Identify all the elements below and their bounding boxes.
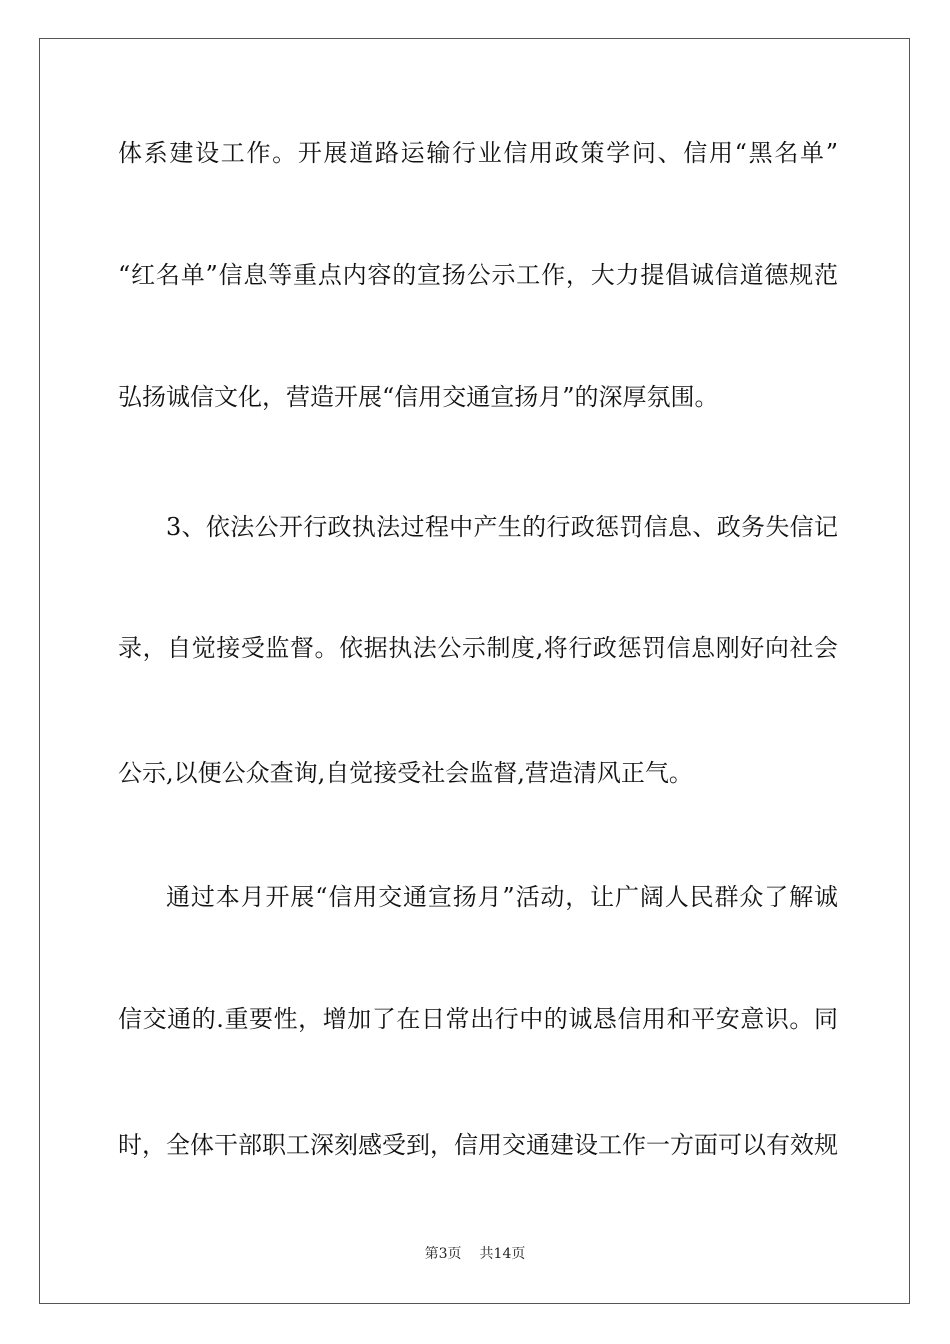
page-border — [39, 38, 910, 1304]
page-footer — [0, 1244, 950, 1264]
paragraph-line: 录，自觉接受监督。依据执法公示制度,将行政惩罚信息刚好向社会 — [118, 634, 838, 662]
paragraph-line: 公示,以便公众查询,自觉接受社会监督,营造清风正气。 — [118, 759, 693, 787]
paragraph-line: 体系建设工作。开展道路运输行业信用政策学问、信用“黑名单” — [118, 139, 838, 167]
paragraph-line: 通过本月开展“信用交通宣扬月”活动，让广阔人民群众了解诚 — [166, 883, 838, 911]
paragraph-line: 信交通的.重要性，增加了在日常出行中的诚恳信用和平安意识。同 — [118, 1005, 838, 1033]
page-number: 第3页 — [424, 1246, 462, 1262]
paragraph-line: 弘扬诚信文化，营造开展“信用交通宣扬月”的深厚氛围。 — [118, 383, 719, 411]
page-total: 共14页 — [479, 1246, 526, 1262]
paragraph-line: 时，全体干部职工深刻感受到，信用交通建设工作一方面可以有效规 — [118, 1131, 838, 1159]
paragraph-line: 3、依法公开行政执法过程中产生的行政惩罚信息、政务失信记 — [166, 513, 838, 541]
paragraph-line: “红名单”信息等重点内容的宣扬公示工作，大力提倡诚信道德规范 — [118, 261, 838, 289]
